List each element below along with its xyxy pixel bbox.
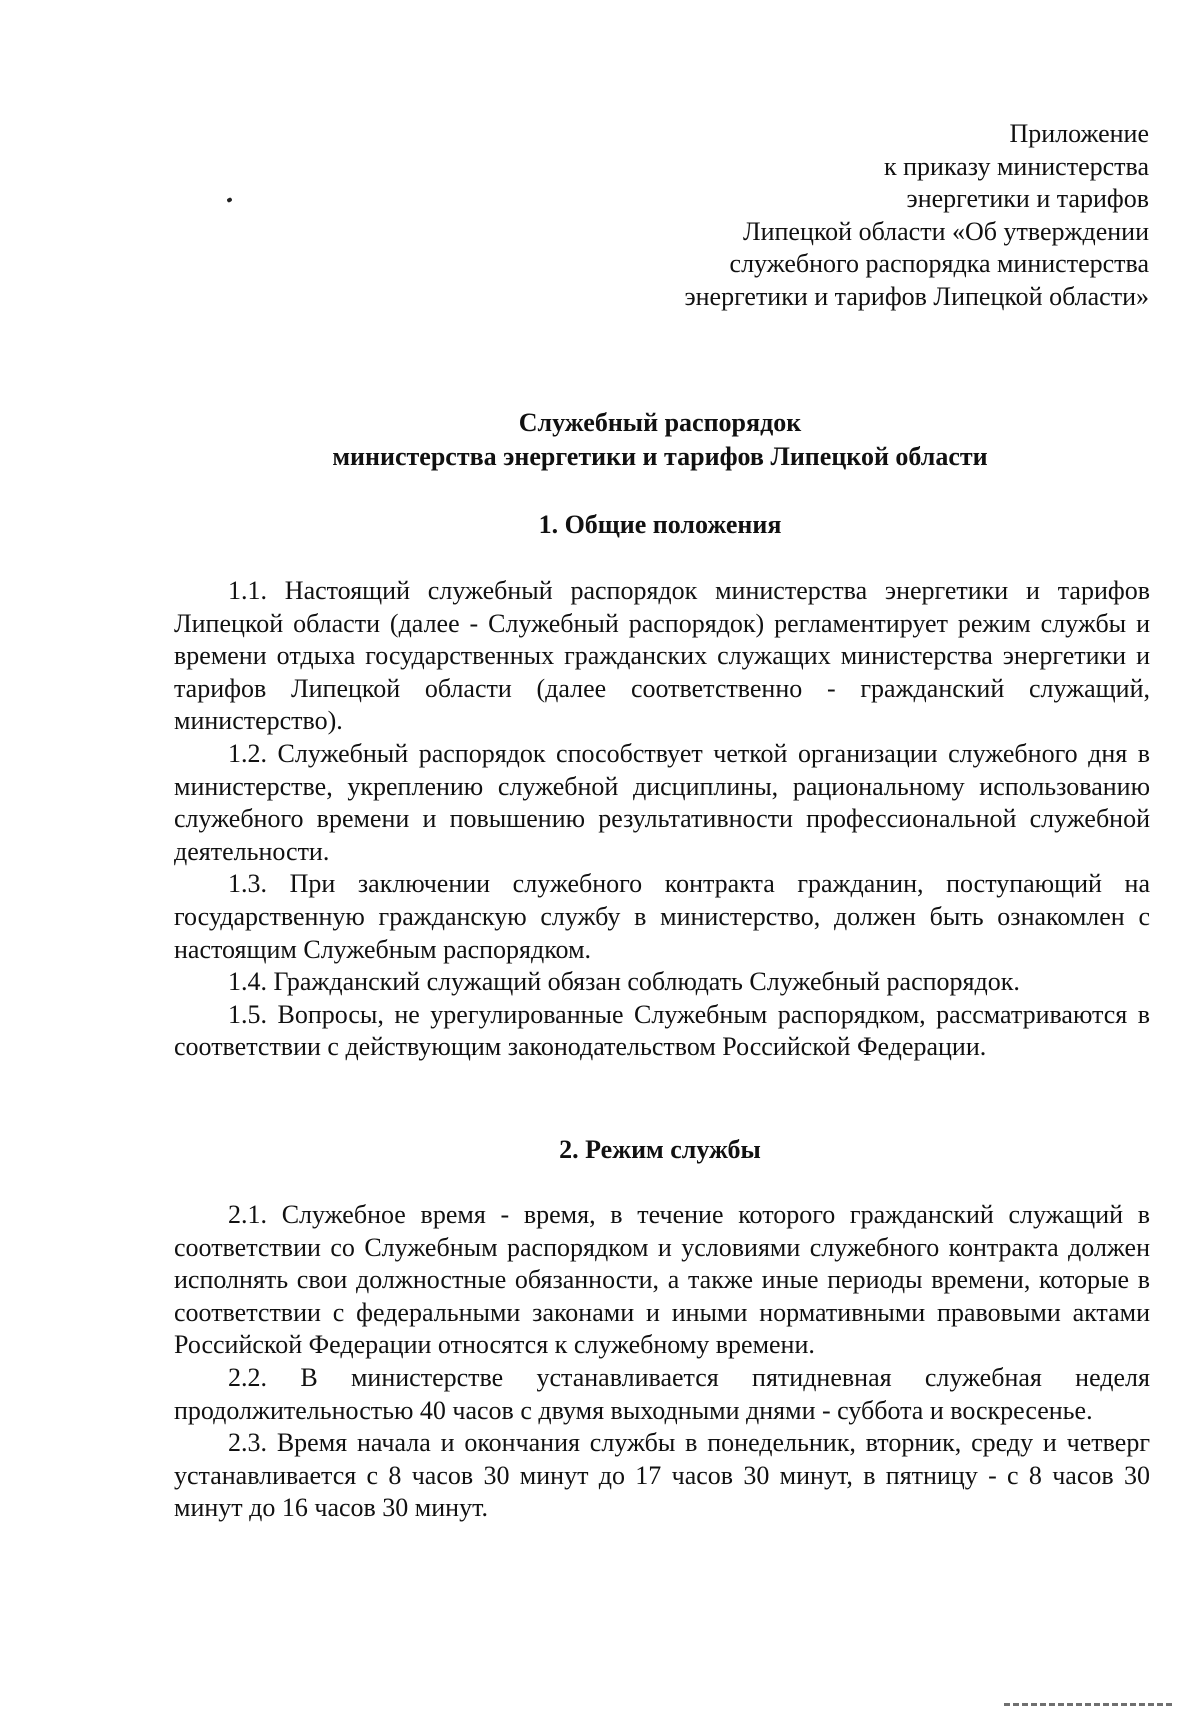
paragraph-1-4: 1.4. Гражданский служащий обязан соблюдать Служебный распорядок. [228,967,1020,997]
appendix-header [589,118,1149,313]
paragraph-1-5: 1.5. Вопросы, не урегулированные Служебным распорядком, рассматриваются в соответствии с действующим законодательством Российской Федерации. [174,999,1150,1062]
paragraph-2-1: 2.1. Служебное время - время, в течение которого гражданский служащий в соответствии со Служебным распорядком и условиями служебного контракта должен исполнять свои должностные обязанности, а также иные периоды времени, которые в соответствии с федеральными законами и иными нормативными правовыми актами Российской Федерации относятся к служебному времени. [174,1200,1150,1360]
appendix-line: энергетики и тарифов [906,184,1149,213]
document-title: Служебный распорядок [518,408,802,437]
section-heading-service-mode: 2. Режим службы [559,1135,761,1164]
document-subtitle: министерства энергетики и тарифов Липецкой области [332,442,988,471]
appendix-line: Приложение [1009,119,1149,148]
scan-speck [226,197,232,203]
appendix-line: энергетики и тарифов Липецкой области» [684,281,1149,311]
appendix-line: служебного распорядка министерства [729,249,1149,278]
appendix-line: Липецкой области «Об утверждении [742,216,1149,246]
paragraph-1-2: 1.2. Служебный распорядок способствует четкой организации служебного дня в министерстве, укреплению служебной дисциплины, рациональному использованию служебного времени и повышению результативности профессиональной служебной деятельности. [174,738,1150,866]
section-heading-general: 1. Общие положения [538,510,782,539]
paragraph-1-3: 1.3. При заключении служебного контракта гражданин, поступающий на государственную гражданскую службу в министерство, должен быть ознакомлен с настоящим Служебным распорядком. [174,869,1150,964]
appendix-line: к приказу министерства [884,151,1149,181]
section-body-service-mode [174,1199,1150,1525]
section-body-general [174,575,1150,1064]
paragraph-1-1: 1.1. Настоящий служебный распорядок министерства энергетики и тарифов Липецкой области (далее - Служебный распорядок) регламентирует режим службы и времени отдыха государственных гражданских служащих министерства энергетики и тарифов Липецкой области (далее соответственно - гражданский служащий, министерство). [174,576,1150,736]
paragraph-2-2: 2.2. В министерстве устанавливается пятидневная служебная неделя продолжительностью 40 часов с двумя выходными днями - суббота и воскресенье. [174,1362,1150,1425]
scan-edge-mark [1004,1703,1174,1706]
paragraph-2-3: 2.3. Время начала и окончания службы в понедельник, вторник, среду и четверг устанавливается с 8 часов 30 минут до 17 часов 30 минут, в пятницу - с 8 часов 30 минут до 16 часов 30 минут. [174,1428,1150,1523]
